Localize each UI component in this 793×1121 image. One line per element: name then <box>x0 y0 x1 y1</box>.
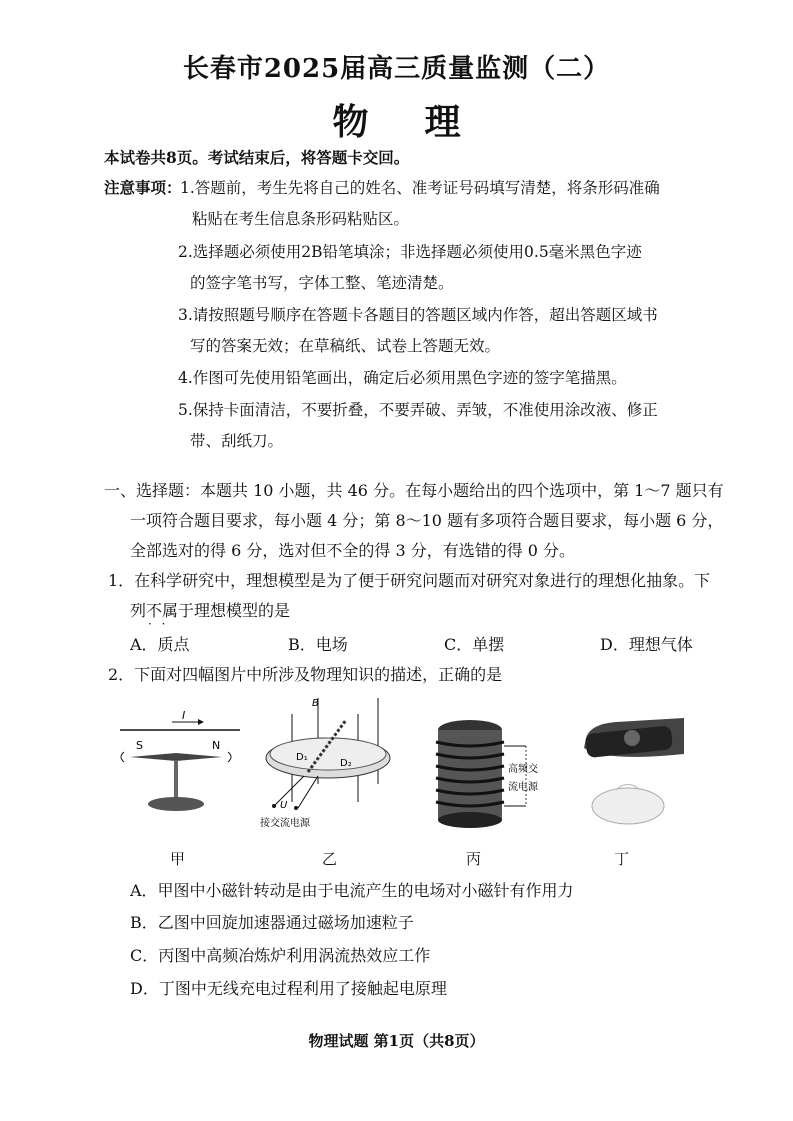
q2-option-c: C．丙图中高频冶炼炉利用涡流热效应工作 <box>130 946 431 965</box>
terminal <box>294 806 298 810</box>
pole-north-label: N <box>212 739 221 752</box>
rotation-arrow-right <box>228 752 231 762</box>
section-1-line-3: 全部选对的得 6 分，选对但不全的得 3 分，有选错的得 0 分。 <box>130 541 576 560</box>
q2-stem: 2．下面对四幅图片中所涉及物理知识的描述，正确的是 <box>108 665 503 684</box>
fig-label-yi: 乙 <box>322 850 338 868</box>
fig-label-ding: 丁 <box>614 850 630 868</box>
notice-item-3-cont: 写的答案无效；在草稿纸、试卷上答题无效。 <box>190 337 501 355</box>
page-footer: 物理试题 第1页（共8页） <box>308 1032 485 1050</box>
magnetic-needle <box>130 753 222 761</box>
q1-option-d: D．理想气体 <box>600 635 693 654</box>
voltage-label: U <box>280 800 288 811</box>
hf-source-label-2: 流电源 <box>508 782 538 793</box>
current-label: I <box>182 709 186 722</box>
rotation-arrow-left <box>121 752 124 762</box>
q1-stem-text-a: 列 <box>130 601 147 620</box>
fig-label-bing: 丙 <box>466 850 482 868</box>
lead-wire <box>274 776 304 806</box>
d1-label: D₁ <box>296 752 308 763</box>
section-1-line-2: 一项符合题目要求，每小题 4 分；第 8～10 题有多项符合题目要求，每小题 6 分， <box>130 511 724 530</box>
fig-label-jia: 甲 <box>170 850 186 868</box>
q2-option-a: A．甲图中小磁针转动是由于电流产生的电场对小磁针有作用力 <box>130 881 574 900</box>
stand-base <box>148 797 204 811</box>
q1-option-c: C．单摆 <box>444 635 505 654</box>
section-1-line-1: 一、选择题：本题共 10 小题，共 46 分。在每小题给出的四个选项中，第 1～7 题只有 <box>104 481 724 500</box>
q2-option-d: D．丁图中无线充电过程利用了接触起电原理 <box>130 979 447 998</box>
exam-title: 长春市2025届高三质量监测（二） <box>182 54 611 84</box>
figure-ding-wireless-charging <box>576 708 686 834</box>
q1-option-b: B．电场 <box>288 635 348 654</box>
notice-item-5: 5.保持卡面清洁，不要折叠，不要弄破、弄皱，不准使用涂改液、修正 <box>178 401 658 419</box>
crucible-bottom <box>438 812 502 828</box>
q1-option-a: A．质点 <box>130 635 190 654</box>
subject-heading <box>0 94 793 145</box>
notice-item-1-cont: 粘贴在考生信息条形码粘贴区。 <box>192 210 410 228</box>
notice-item-2-cont: 的签字笔书写，字体工整、笔迹清楚。 <box>190 274 454 292</box>
phone-camera <box>624 730 640 746</box>
current-arrowhead <box>198 719 204 725</box>
q1-stem-text-b: 理想模型的是 <box>194 601 291 620</box>
needle-stand <box>174 760 178 800</box>
notice-item-3: 3.请按照题号顺序在答题卡各题目的答题区域内作答，超出答题区域书 <box>178 306 658 324</box>
figure-yi-cyclotron <box>260 694 410 830</box>
subject-char-1: 物 <box>332 101 369 143</box>
notice-item-2: 2.选择题必须使用2B铅笔填涂；非选择题必须使用0.5毫米黑色字迹 <box>178 243 642 261</box>
hf-source-label-1: 高频交 <box>508 764 538 775</box>
charging-pad <box>592 788 664 824</box>
q1-stem-line-2 <box>130 598 290 621</box>
q2-option-b: B．乙图中回旋加速器通过磁场加速粒子 <box>130 913 414 932</box>
notice-item-4: 4.作图可先使用铅笔画出，确定后必须用黑色字迹的签字笔描黑。 <box>178 369 627 387</box>
lead-wire <box>298 776 318 808</box>
d2-label: D₂ <box>340 758 352 769</box>
field-b-label: B <box>312 698 319 709</box>
ac-source-caption: 接交流电源 <box>260 818 310 829</box>
q1-stem-line-1: 1．在科学研究中，理想模型是为了便于研究问题而对研究对象进行的理想化抽象。下 <box>108 571 711 590</box>
subject-char-2: 理 <box>424 101 461 143</box>
figure-jia-compass <box>110 708 250 818</box>
pole-south-label: S <box>136 739 143 752</box>
notice-item-1: 1.答题前，考生先将自己的姓名、准考证号码填写清楚，将条形码准确 <box>180 179 660 197</box>
notice-item-5-cont: 带、刮纸刀。 <box>190 432 284 450</box>
q1-emphasis-not: 不属于 · · <box>146 601 194 620</box>
terminal <box>272 804 276 808</box>
figure-bing-induction-furnace <box>430 714 560 830</box>
notice-label: 注意事项： <box>104 178 182 197</box>
intro-line: 本试卷共8页。考试结束后，将答题卡交回。 <box>104 148 410 167</box>
